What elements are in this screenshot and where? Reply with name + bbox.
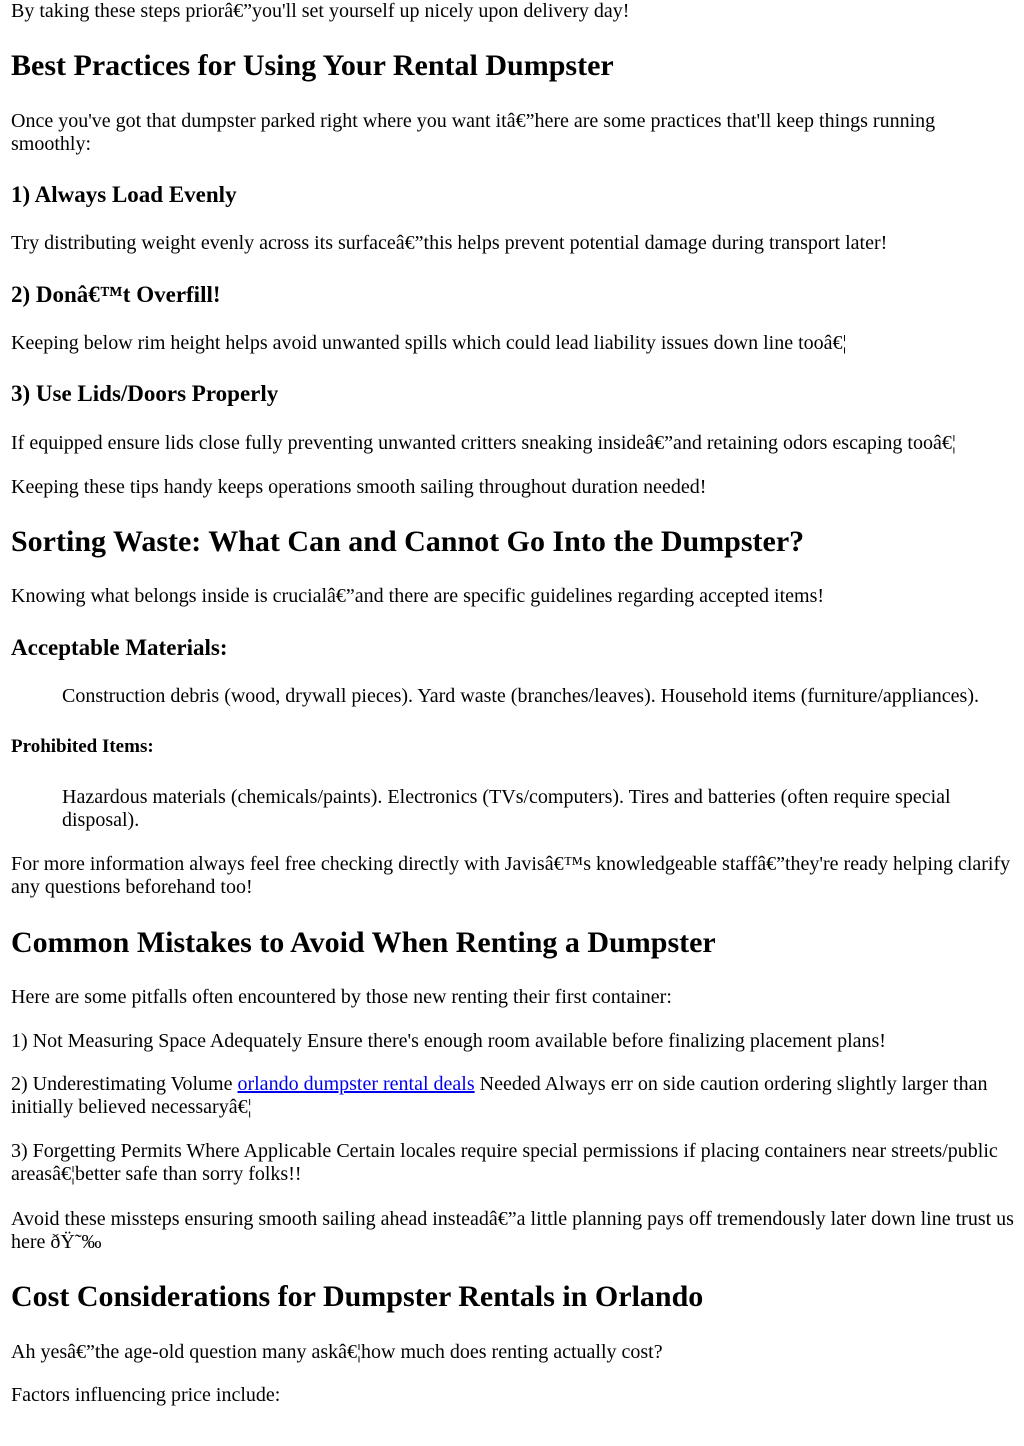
practice-3-text: If equipped ensure lids close fully preventing unwanted critters sneaking insideâ€”and retaining odors escaping tooâ€¦ bbox=[11, 432, 956, 454]
best-practices-intro: Once you've got that dumpster parked right where you want itâ€”here are some practices that'll keep things running smoothly: bbox=[11, 110, 936, 155]
orlando-dumpster-rental-deals-link[interactable]: orlando dumpster rental deals bbox=[237, 1073, 475, 1095]
acceptable-materials-text: Construction debris (wood, drywall pieces). Yard waste (branches/leaves). Household items (furniture/appliances). bbox=[62, 685, 979, 707]
mistake-2-paragraph bbox=[11, 1073, 1014, 1119]
mistakes-intro: Here are some pitfalls often encountered by those new renting their first container: bbox=[11, 986, 672, 1008]
mistake-2-text-after: Needed Always err on side caution ordering slightly larger than initially believed necessaryâ€¦ bbox=[11, 1073, 988, 1118]
sorting-closing: For more information always feel free checking directly with Javisâ€™s knowledgeable staffâ€”they're ready helping clarify any questions beforehand too! bbox=[11, 853, 1011, 898]
mistakes-heading: Common Mistakes to Avoid When Renting a Dumpster bbox=[11, 926, 716, 959]
practice-1-text: Try distributing weight evenly across its surfaceâ€”this helps prevent potential damage during transport later! bbox=[11, 232, 888, 254]
prohibited-items-heading: Prohibited Items: bbox=[11, 736, 154, 757]
intro-tail-paragraph: By taking these steps priorâ€”you'll set yourself up nicely upon delivery day! bbox=[11, 0, 630, 22]
sorting-heading: Sorting Waste: What Can and Cannot Go Into the Dumpster? bbox=[11, 525, 805, 558]
practice-1-title: 1) Always Load Evenly bbox=[11, 182, 237, 207]
acceptable-materials-heading: Acceptable Materials: bbox=[11, 635, 228, 660]
practice-3-title: 3) Use Lids/Doors Properly bbox=[11, 381, 279, 406]
mistake-2-text-before: 2) Underestimating Volume bbox=[11, 1073, 238, 1095]
practice-2-title: 2) Donâ€™t Overfill! bbox=[11, 282, 221, 307]
mistakes-closing: Avoid these missteps ensuring smooth sailing ahead insteadâ€”a little planning pays off tremendously later down line trust us here ðŸ˜‰ bbox=[11, 1208, 1014, 1253]
mistake-1-text: 1) Not Measuring Space Adequately Ensure there's enough room available before finalizing placement plans! bbox=[11, 1030, 886, 1052]
practice-2-text: Keeping below rim height helps avoid unwanted spills which could lead liability issues down line tooâ€¦ bbox=[11, 332, 847, 354]
mistake-3-text: 3) Forgetting Permits Where Applicable Certain locales require special permissions if placing containers near streets/public areasâ€¦better safe than sorry folks!! bbox=[11, 1140, 998, 1185]
cost-factors-text: Factors influencing price include: bbox=[11, 1384, 281, 1406]
cost-heading: Cost Considerations for Dumpster Rentals in Orlando bbox=[11, 1280, 704, 1313]
sorting-intro: Knowing what belongs inside is crucialâ€”and there are specific guidelines regarding accepted items! bbox=[11, 585, 825, 607]
best-practices-heading: Best Practices for Using Your Rental Dumpster bbox=[11, 49, 614, 82]
best-practices-closing: Keeping these tips handy keeps operations smooth sailing throughout duration needed! bbox=[11, 476, 707, 498]
cost-intro: Ah yesâ€”the age-old question many askâ€¦how much does renting actually cost? bbox=[11, 1341, 663, 1363]
prohibited-items-text: Hazardous materials (chemicals/paints). Electronics (TVs/computers). Tires and batteries (often require special disposal). bbox=[62, 786, 951, 831]
